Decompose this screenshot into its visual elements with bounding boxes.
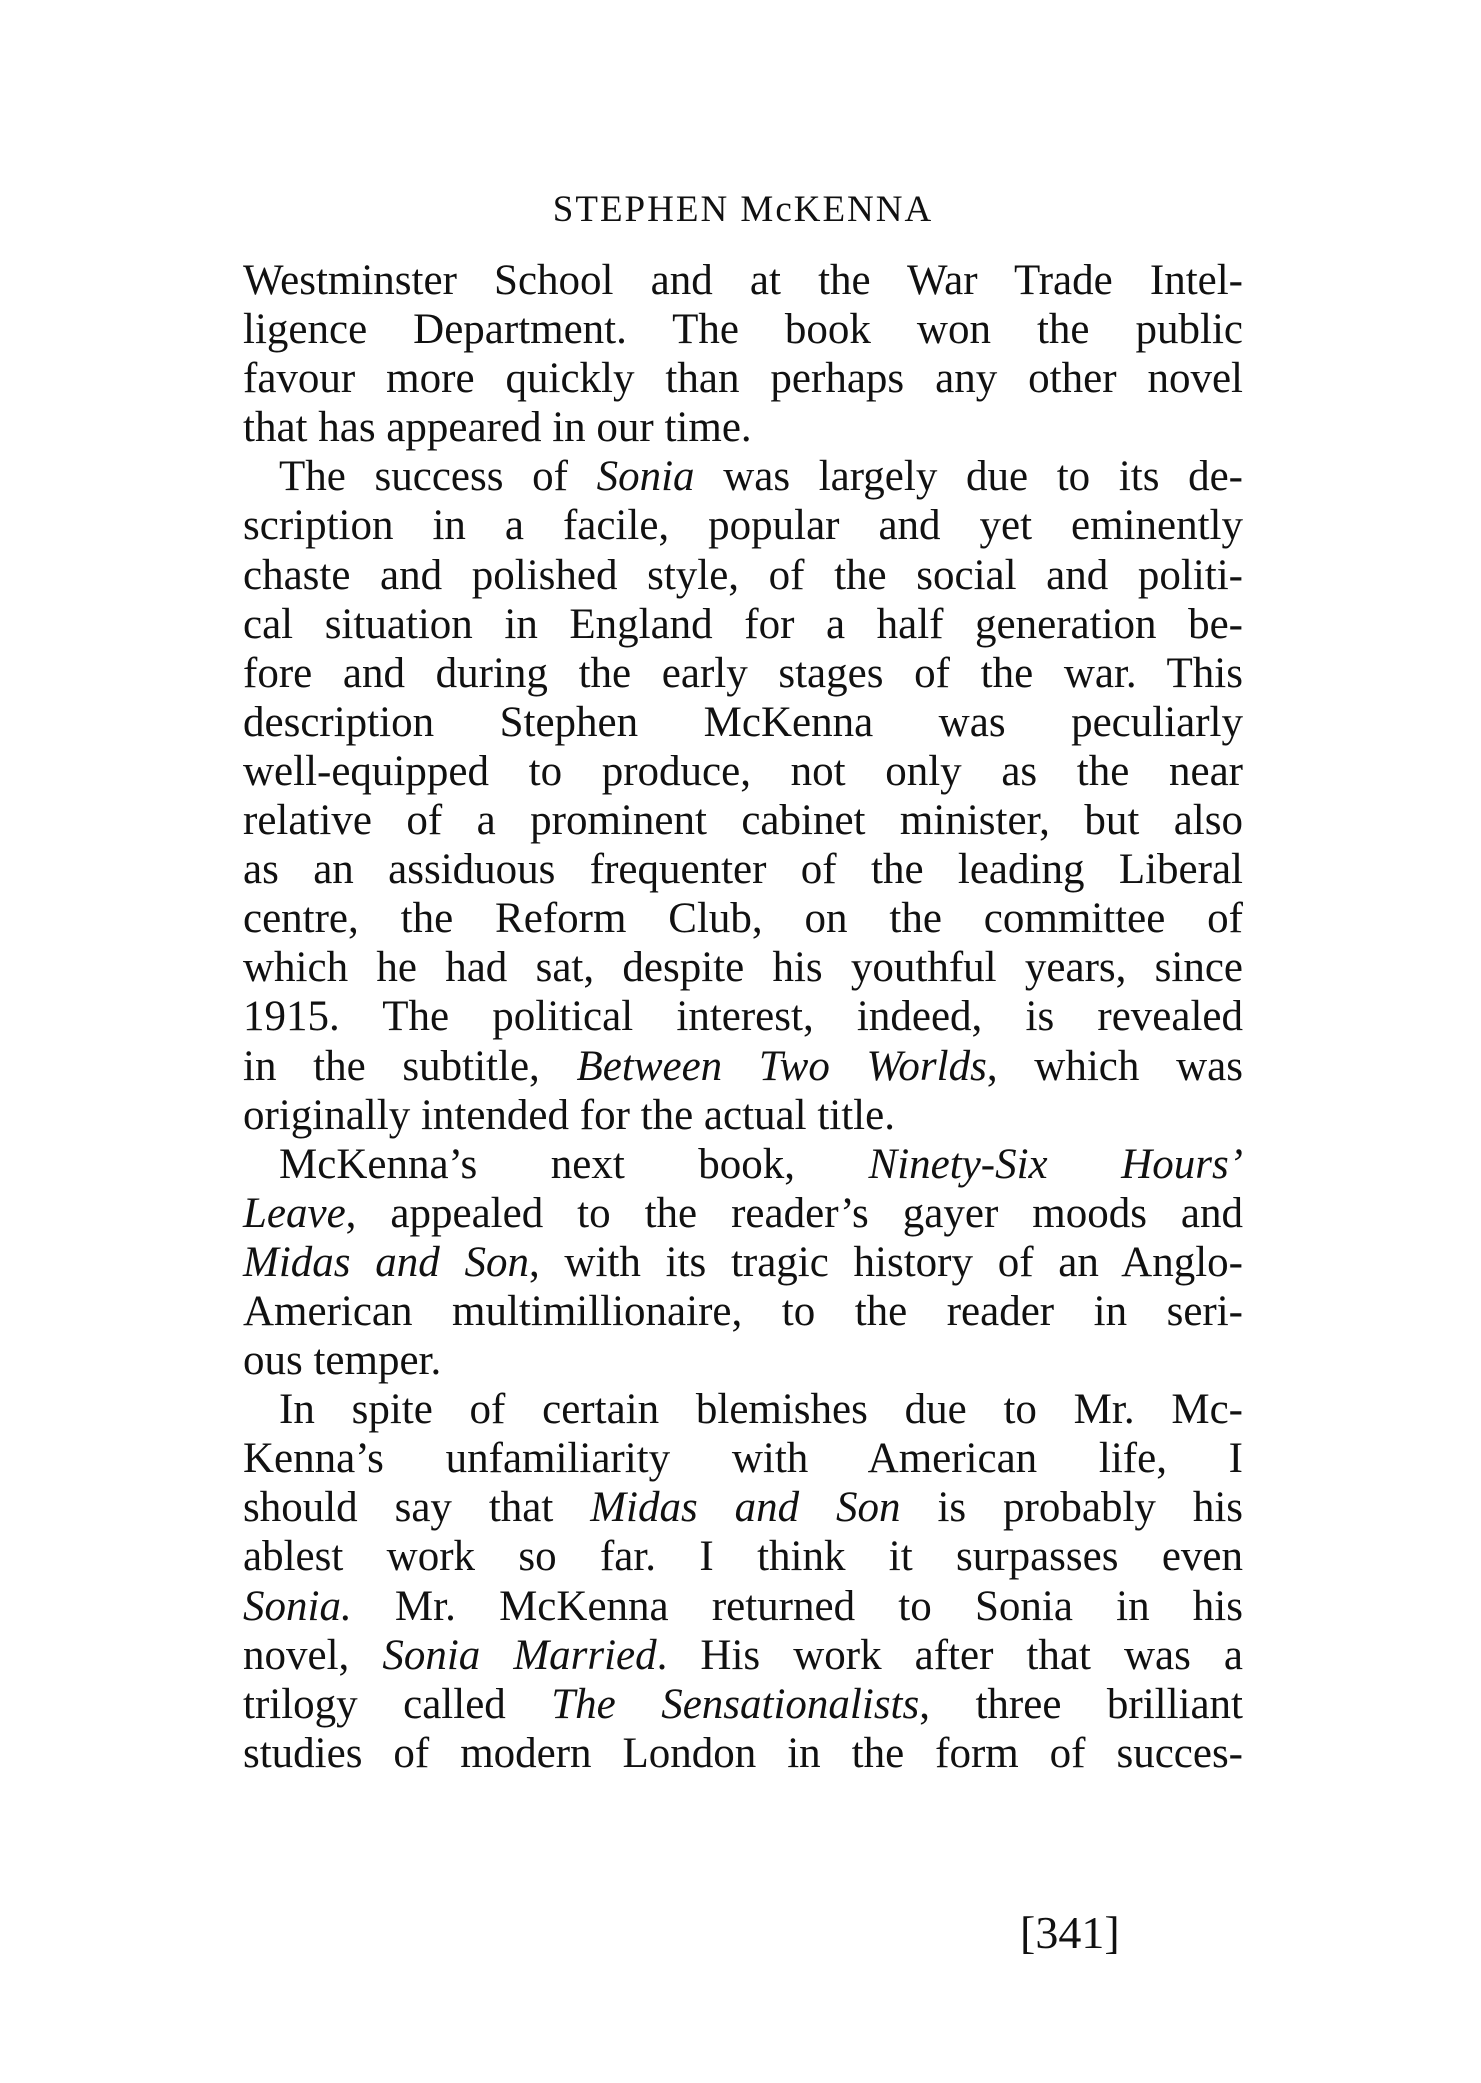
text-segment: , with its tragic history of an Anglo-	[528, 1238, 1244, 1286]
text-segment: The success of	[279, 453, 597, 501]
running-head: STEPHEN McKENNA	[552, 189, 934, 230]
text-segment: Kenna’s unfamiliarity with American life, I	[243, 1435, 1243, 1483]
text-line	[243, 1238, 1243, 1287]
italic-title: The Sensationalists	[551, 1680, 920, 1728]
text-segment: relative of a prominent cabinet minister, but also	[243, 797, 1243, 845]
text-segment: McKenna’s next book,	[279, 1140, 869, 1188]
text-segment: cal situation in England for a half generation be-	[243, 600, 1243, 648]
text-line	[243, 1729, 1243, 1778]
text-segment: favour more quickly than perhaps any other novel	[243, 355, 1243, 403]
italic-title: Sonia Married	[382, 1631, 657, 1679]
text-segment: was largely due to its de-	[694, 453, 1243, 501]
text-segment: ablest work so far. I think it surpasses even	[243, 1533, 1243, 1581]
text-line	[243, 1532, 1243, 1581]
text-line	[243, 1091, 1243, 1140]
text-line	[243, 1140, 1243, 1189]
text-segment: is probably his	[900, 1484, 1243, 1532]
text-line	[243, 1483, 1243, 1532]
text-segment: fore and during the early stages of the war. This	[243, 649, 1243, 697]
text-line	[243, 452, 1243, 501]
text-segment: description Stephen McKenna was peculiarly	[243, 698, 1243, 746]
text-line	[243, 992, 1243, 1041]
text-line	[243, 796, 1243, 845]
text-segment: chaste and polished style, of the social and politi-	[243, 551, 1243, 599]
text-line	[243, 698, 1243, 747]
text-line	[243, 845, 1243, 894]
text-segment: in the subtitle,	[243, 1042, 577, 1090]
text-line	[243, 1582, 1243, 1631]
text-segment: . His work after that was a	[656, 1631, 1243, 1679]
text-line	[243, 1287, 1243, 1336]
text-segment: that has appeared in our time.	[243, 404, 752, 452]
italic-title: Sonia	[596, 453, 695, 501]
text-line	[243, 551, 1243, 600]
text-segment: as an assiduous frequenter of the leading Liberal	[243, 846, 1243, 894]
italic-title: Midas and Son	[243, 1238, 529, 1286]
text-line	[243, 894, 1243, 943]
text-segment: centre, the Reform Club, on the committee of	[243, 895, 1243, 943]
text-line	[243, 1189, 1243, 1238]
text-segment: In spite of certain blemishes due to Mr. Mc-	[279, 1386, 1243, 1434]
text-segment: , three brilliant	[919, 1680, 1244, 1728]
text-segment: trilogy called	[243, 1680, 552, 1728]
italic-title: Ninety-Six Hours’	[868, 1140, 1243, 1188]
italic-title: Between Two Worlds	[576, 1042, 987, 1090]
text-line	[243, 943, 1243, 992]
text-line	[243, 256, 1243, 305]
text-segment: which he had sat, despite his youthful years, since	[243, 944, 1243, 992]
text-segment: American multimillionaire, to the reader in seri-	[243, 1287, 1243, 1335]
text-line	[243, 1336, 1243, 1385]
text-segment: ligence Department. The book won the public	[243, 306, 1243, 354]
text-segment: Mr. McKenna returned to Sonia in his	[351, 1582, 1243, 1630]
text-line	[243, 649, 1243, 698]
text-segment: , which was	[986, 1042, 1243, 1090]
text-segment: novel,	[243, 1631, 383, 1679]
text-segment: studies of modern London in the form of succes-	[243, 1729, 1243, 1777]
text-segment: Westminster School and at the War Trade Intel-	[243, 257, 1243, 304]
text-line	[243, 600, 1243, 649]
italic-title: Leave	[243, 1189, 346, 1237]
text-line	[243, 1631, 1243, 1680]
text-segment: ous temper.	[243, 1337, 442, 1385]
italic-title: Sonia.	[243, 1582, 352, 1630]
text-segment: , appealed to the reader’s gayer moods and	[345, 1189, 1243, 1237]
text-line	[243, 1434, 1243, 1483]
body-text	[243, 256, 1243, 1778]
page-number: [341]	[1020, 1907, 1120, 1958]
text-line	[243, 354, 1243, 403]
text-line	[243, 501, 1243, 550]
text-line	[243, 1385, 1243, 1434]
text-segment: 1915. The political interest, indeed, is revealed	[243, 993, 1243, 1041]
text-segment: well-equipped to produce, not only as the near	[243, 747, 1243, 795]
text-segment: originally intended for the actual title.	[243, 1091, 895, 1139]
italic-title: Midas and Son	[590, 1484, 901, 1532]
text-line	[243, 1680, 1243, 1729]
text-line	[243, 305, 1243, 354]
text-segment: should say that	[243, 1484, 591, 1532]
text-line	[243, 403, 1243, 452]
text-line	[243, 1042, 1243, 1091]
text-segment: scription in a facile, popular and yet eminently	[243, 502, 1243, 550]
text-line	[243, 747, 1243, 796]
